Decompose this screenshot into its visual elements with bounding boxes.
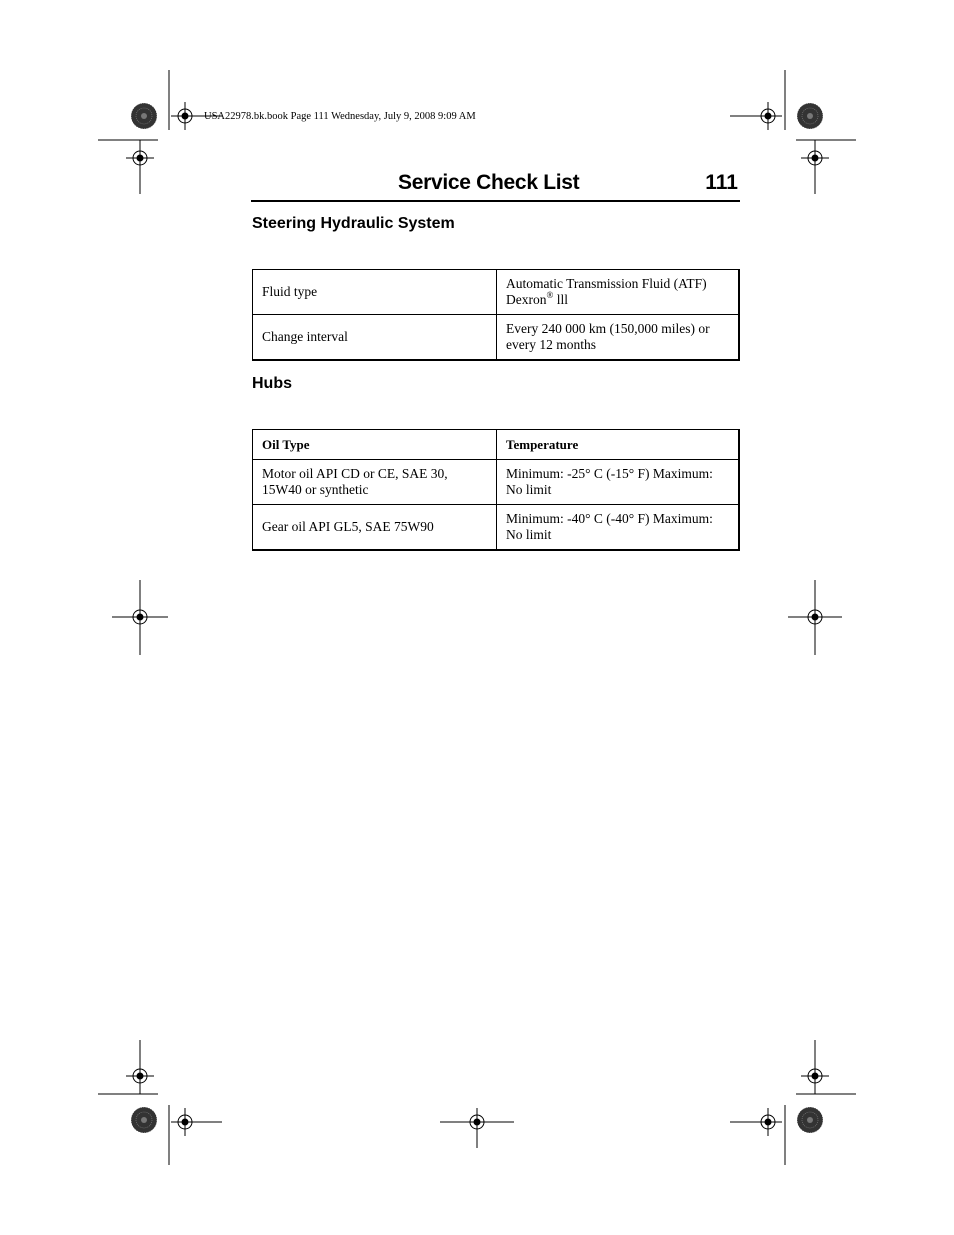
color-target-icon (131, 1107, 157, 1133)
row-label: Change interval (253, 315, 497, 361)
steering-spec-table (252, 269, 740, 361)
column-header-oil-type: Oil Type (253, 430, 497, 460)
color-target-icon (797, 103, 823, 129)
print-slug-line: USA22978.bk.book Page 111 Wednesday, July 9, 2008 9:09 AM (204, 111, 476, 122)
page-title: Service Check List (398, 171, 580, 194)
registered-mark: ® (546, 289, 554, 300)
fluid-type-suffix: lll (553, 292, 568, 307)
registration-target-icon (801, 144, 829, 172)
row-label: Fluid type (253, 270, 497, 315)
hubs-spec-table (252, 429, 740, 551)
registration-target-icon (171, 102, 199, 130)
registration-target-icon (126, 1062, 154, 1090)
section-heading-hubs: Hubs (252, 375, 292, 392)
registration-target-icon (754, 102, 782, 130)
fluid-type-value: Automatic Transmission Fluid (ATF) Dexron (506, 276, 707, 307)
row-value (497, 270, 740, 315)
registration-target-icon (754, 1108, 782, 1136)
registration-target-icon (126, 144, 154, 172)
temperature-cell: Minimum: -40° C (-40° F) Maximum: No limit (497, 505, 740, 551)
color-target-icon (797, 1107, 823, 1133)
table-row (253, 315, 740, 361)
registration-target-icon (801, 603, 829, 631)
table-row (253, 460, 740, 505)
table-header-row (253, 430, 740, 460)
registration-target-icon (801, 1062, 829, 1090)
table-row (253, 270, 740, 315)
column-header-temperature: Temperature (497, 430, 740, 460)
color-target-icon (131, 103, 157, 129)
oil-type-cell: Gear oil API GL5, SAE 75W90 (253, 505, 497, 551)
registration-target-icon (463, 1108, 491, 1136)
section-heading-steering: Steering Hydraulic System (252, 215, 455, 232)
temperature-cell: Minimum: -25° C (-15° F) Maximum: No limit (497, 460, 740, 505)
page-number: 111 (705, 171, 738, 194)
row-value: Every 240 000 km (150,000 miles) or every 12 months (497, 315, 740, 361)
registration-target-icon (171, 1108, 199, 1136)
table-row (253, 505, 740, 551)
oil-type-cell: Motor oil API CD or CE, SAE 30, 15W40 or synthetic (253, 460, 497, 505)
page-header (251, 171, 740, 202)
registration-target-icon (126, 603, 154, 631)
